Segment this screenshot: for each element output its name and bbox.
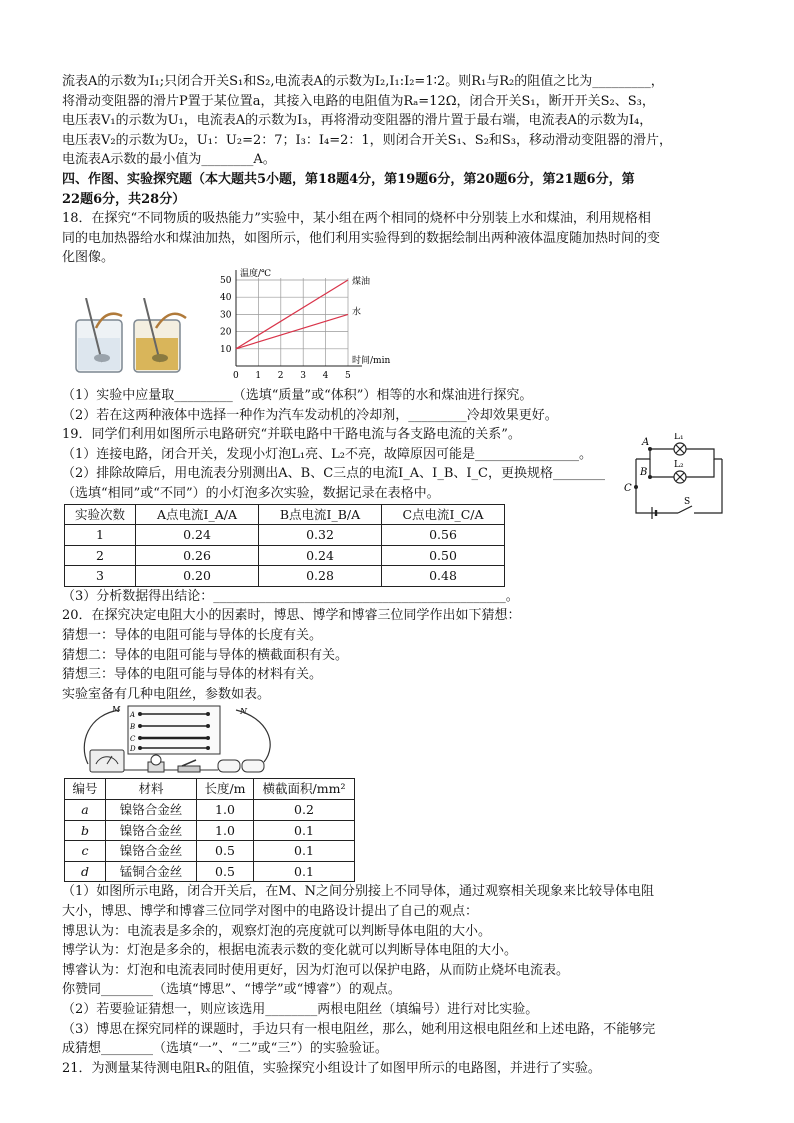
q19-data-table bbox=[64, 504, 505, 587]
text-line: 成猜想________（选填“一”、“二”或“三”）的实验验证。 bbox=[62, 1041, 388, 1057]
label-l1: L₁ bbox=[674, 433, 684, 443]
table-row bbox=[65, 566, 505, 587]
clip-label-n: N bbox=[240, 707, 247, 717]
beakers-illustration bbox=[72, 298, 192, 378]
table-cell: 0.5 bbox=[197, 841, 254, 862]
table-cell: b bbox=[65, 820, 106, 841]
table-cell: 0.1 bbox=[254, 841, 355, 862]
text-line: 电流表A示数的最小值为________A。 bbox=[62, 152, 276, 168]
question-19 bbox=[62, 425, 732, 606]
text-line: 20．在探究决定电阻大小的因素时，博思、博学和博睿三位同学作出如下猜想： bbox=[62, 608, 521, 624]
switch-icon bbox=[178, 760, 200, 772]
q20-wire-table bbox=[64, 778, 355, 882]
question-20 bbox=[62, 606, 732, 1058]
table-cell: 0.32 bbox=[259, 525, 382, 546]
text-line: 将滑动变阻器的滑片P置于某位置a，其接入电路的电阻值为Rₐ=12Ω，闭合开关S₁，断开开关S₂、S₃， bbox=[62, 93, 655, 109]
text-line: 你赞同________（选填“博思”、“博学”或“博睿”）的观点。 bbox=[62, 982, 401, 998]
q19-stem: 19．同学们利用如图所示电路研究“并联电路中干路电流与各支路电流的关系”。 bbox=[62, 427, 521, 443]
table-header-cell: 实验次数 bbox=[65, 504, 136, 525]
series-label: 水 bbox=[352, 307, 362, 318]
table-cell: 镍铬合金丝 bbox=[106, 800, 197, 821]
wire-label-c: C bbox=[130, 735, 136, 744]
point-b-dot bbox=[648, 475, 652, 479]
x-tick-label: 5 bbox=[345, 370, 351, 381]
text-line: 流表A的示数为I₁;只闭合开关S₁和S₂,电流表A的示数为I₂,I₁:I₂=1∶2。则R₁与R₂的阻值之比为_________， bbox=[62, 74, 664, 89]
x-tick-label: 4 bbox=[322, 370, 329, 381]
exam-page bbox=[62, 72, 732, 1078]
table-cell: 0.2 bbox=[254, 800, 355, 821]
question-21: 21．为测量某待测电阻Rₓ的阻值，实验探究小组设计了如图甲所示的电路图，并进行了实验。 bbox=[62, 1060, 601, 1076]
table-row bbox=[65, 861, 355, 882]
q19-part2-line2: （选填“相同”或“不同”）的小灯泡多次实验，数据记录在表格中。 bbox=[62, 485, 440, 501]
text-line: 猜想一：导体的电阻可能与导体的长度有关。 bbox=[62, 628, 323, 644]
table-cell: 0.28 bbox=[259, 566, 382, 587]
q18-part2: （2）若在这两种液体中选择一种作为汽车发动机的冷却剂，_________冷却效果更好。 bbox=[62, 407, 558, 423]
table-header-cell: 材料 bbox=[106, 779, 197, 800]
label-b: B bbox=[640, 467, 648, 479]
q19-part2-line1: （2）排除故障后，用电流表分别测出A、B、C三点的电流I_A、I_B、I_C，更换规格________ bbox=[62, 466, 605, 482]
table-cell: 镍铬合金丝 bbox=[106, 841, 197, 862]
table-cell: 0.56 bbox=[382, 525, 505, 546]
section-title-line: 四、作图、实验探究题（本大题共5小题，第18题4分，第19题6分，第20题6分，第21题6分，第 bbox=[62, 171, 635, 187]
q19-part3: （3）分析数据得出结论：_____________________________________________。 bbox=[62, 588, 519, 604]
table-cell: 0.26 bbox=[136, 545, 259, 566]
label-c: C bbox=[624, 483, 632, 495]
y-axis-label: 温度/℃ bbox=[240, 268, 272, 279]
table-cell: 0.20 bbox=[136, 566, 259, 587]
text-line: 猜想二：导体的电阻可能与导体的横截面积有关。 bbox=[62, 647, 349, 663]
text-line: 猜想三：导体的电阻可能与导体的材料有关。 bbox=[62, 667, 323, 683]
table-row bbox=[65, 820, 355, 841]
resistance-circuit-illustration bbox=[68, 704, 288, 778]
table-cell: a bbox=[65, 800, 106, 821]
y-tick-label: 30 bbox=[220, 310, 232, 321]
clip-label-m: M bbox=[112, 705, 121, 715]
x-tick-label: 0 bbox=[233, 370, 239, 381]
q18-figures bbox=[62, 268, 732, 386]
table-row bbox=[65, 525, 505, 546]
text-line: 电压表V₂的示数为U₂，U₁：U₂=2：7；I₃：I₄=2：1，则闭合开关S₁、S₂和S₃，移动滑动变阻器的滑片， bbox=[62, 132, 673, 148]
table-row bbox=[65, 841, 355, 862]
text-line: （2）若要验证猜想一，则应该选用________两根电阻丝（填编号）进行对比实验。 bbox=[62, 1001, 539, 1017]
table-cell: 1.0 bbox=[197, 820, 254, 841]
table-header-row bbox=[65, 779, 355, 800]
table-cell: 1.0 bbox=[197, 800, 254, 821]
text-line: 博睿认为：灯泡和电流表同时使用更好，因为灯泡可以保护电路，从而防止烧坏电流表。 bbox=[62, 962, 570, 978]
wire-label-a: A bbox=[130, 711, 136, 720]
label-l2: L₂ bbox=[674, 460, 684, 471]
q18-part1: （1）实验中应量取_________（选填“质量”或“体积”）相等的水和煤油进行探究。 bbox=[62, 387, 533, 403]
table-row bbox=[65, 545, 505, 566]
text-line: 同的电加热器给水和煤油加热，如图所示，他们利用实验得到的数据绘制出两种液体温度随加热时间的变 bbox=[62, 230, 661, 246]
table-cell: 锰铜合金丝 bbox=[106, 861, 197, 882]
point-c-dot bbox=[634, 485, 638, 489]
battery-icon bbox=[218, 760, 264, 772]
text-line: 大小，博思、博学和博睿三位同学对图中的电路设计提出了自己的观点： bbox=[62, 904, 479, 919]
table-header-cell: 编号 bbox=[65, 779, 106, 800]
wire-label-d: D bbox=[130, 745, 136, 754]
label-a: A bbox=[642, 437, 650, 449]
x-tick-label: 1 bbox=[255, 370, 262, 381]
table-cell: c bbox=[65, 841, 106, 862]
table-cell: 0.5 bbox=[197, 861, 254, 882]
y-tick-label: 50 bbox=[220, 275, 232, 286]
table-row bbox=[65, 800, 355, 821]
text-line: （1）如图所示电路，闭合开关后，在M、N之间分别接上不同导体，通过观察相关现象来比较导体电阻 bbox=[62, 884, 654, 900]
lamp-icon bbox=[148, 755, 164, 772]
text-line: 博学认为：灯泡是多余的，根据电流表示数的变化就可以判断导体电阻的大小。 bbox=[62, 943, 518, 959]
x-tick-label: 2 bbox=[277, 370, 284, 381]
y-tick-label: 10 bbox=[220, 344, 232, 355]
continued-question-17 bbox=[62, 72, 732, 170]
table-cell: 0.24 bbox=[259, 545, 382, 566]
text-line: 实验室备有几种电阻丝，参数如表。 bbox=[62, 686, 271, 702]
temperature-time-chart bbox=[192, 268, 412, 386]
text-line: 博思认为：电流表是多余的，观察灯泡的亮度就可以判断导体电阻的大小。 bbox=[62, 923, 492, 939]
table-cell: 0.50 bbox=[382, 545, 505, 566]
table-cell: 0.1 bbox=[254, 820, 355, 841]
wire-label-b: B bbox=[130, 723, 136, 732]
x-axis-label: 时间/min bbox=[352, 355, 391, 366]
table-cell: 0.24 bbox=[136, 525, 259, 546]
ammeter-icon bbox=[90, 750, 124, 772]
table-header-cell: A点电流I_A/A bbox=[136, 504, 259, 525]
water-beaker-icon bbox=[76, 298, 122, 372]
question-18 bbox=[62, 209, 732, 425]
text-line: （3）博思在探究同样的课题时，手边只有一根电阻丝，那么，她利用这根电阻丝和上述电路，不能够完 bbox=[62, 1021, 656, 1037]
table-header-cell: 横截面积/mm² bbox=[254, 779, 355, 800]
table-header-row bbox=[65, 504, 505, 525]
x-tick-label: 3 bbox=[300, 370, 306, 381]
text-line: 电压表V₁的示数为U₁，电流表A的示数为I₃，再将滑动变阻器的滑片置于最右端，电流表A的示数为I₄， bbox=[62, 113, 653, 129]
table-cell: 3 bbox=[65, 566, 136, 587]
table-cell: d bbox=[65, 861, 106, 882]
y-tick-label: 40 bbox=[220, 293, 232, 304]
y-tick-label: 20 bbox=[220, 327, 232, 338]
text-line: 18．在探究“不同物质的吸热能力”实验中，某小组在两个相同的烧杯中分别装上水和煤油，利用规格相 bbox=[62, 211, 651, 227]
table-header-cell: 长度/m bbox=[197, 779, 254, 800]
table-cell: 0.48 bbox=[382, 566, 505, 587]
table-cell: 1 bbox=[65, 525, 136, 546]
table-header-cell: C点电流I_C/A bbox=[382, 504, 505, 525]
text-line: 化图像。 bbox=[62, 250, 115, 266]
section-heading bbox=[62, 170, 732, 209]
table-cell: 0.1 bbox=[254, 861, 355, 882]
parallel-circuit-diagram bbox=[622, 433, 732, 519]
table-cell: 2 bbox=[65, 545, 136, 566]
series-label: 煤油 bbox=[352, 276, 371, 287]
label-switch: S bbox=[684, 497, 691, 508]
table-header-cell: B点电流I_B/A bbox=[259, 504, 382, 525]
kerosene-beaker-icon bbox=[134, 298, 186, 372]
q19-part1: （1）连接电路，闭合开关，发现小灯泡L₁亮、L₂不亮，故障原因可能是________________。 bbox=[62, 446, 592, 462]
section-title-line: 22题6分，共28分） bbox=[62, 191, 186, 207]
table-cell: 镍铬合金丝 bbox=[106, 820, 197, 841]
